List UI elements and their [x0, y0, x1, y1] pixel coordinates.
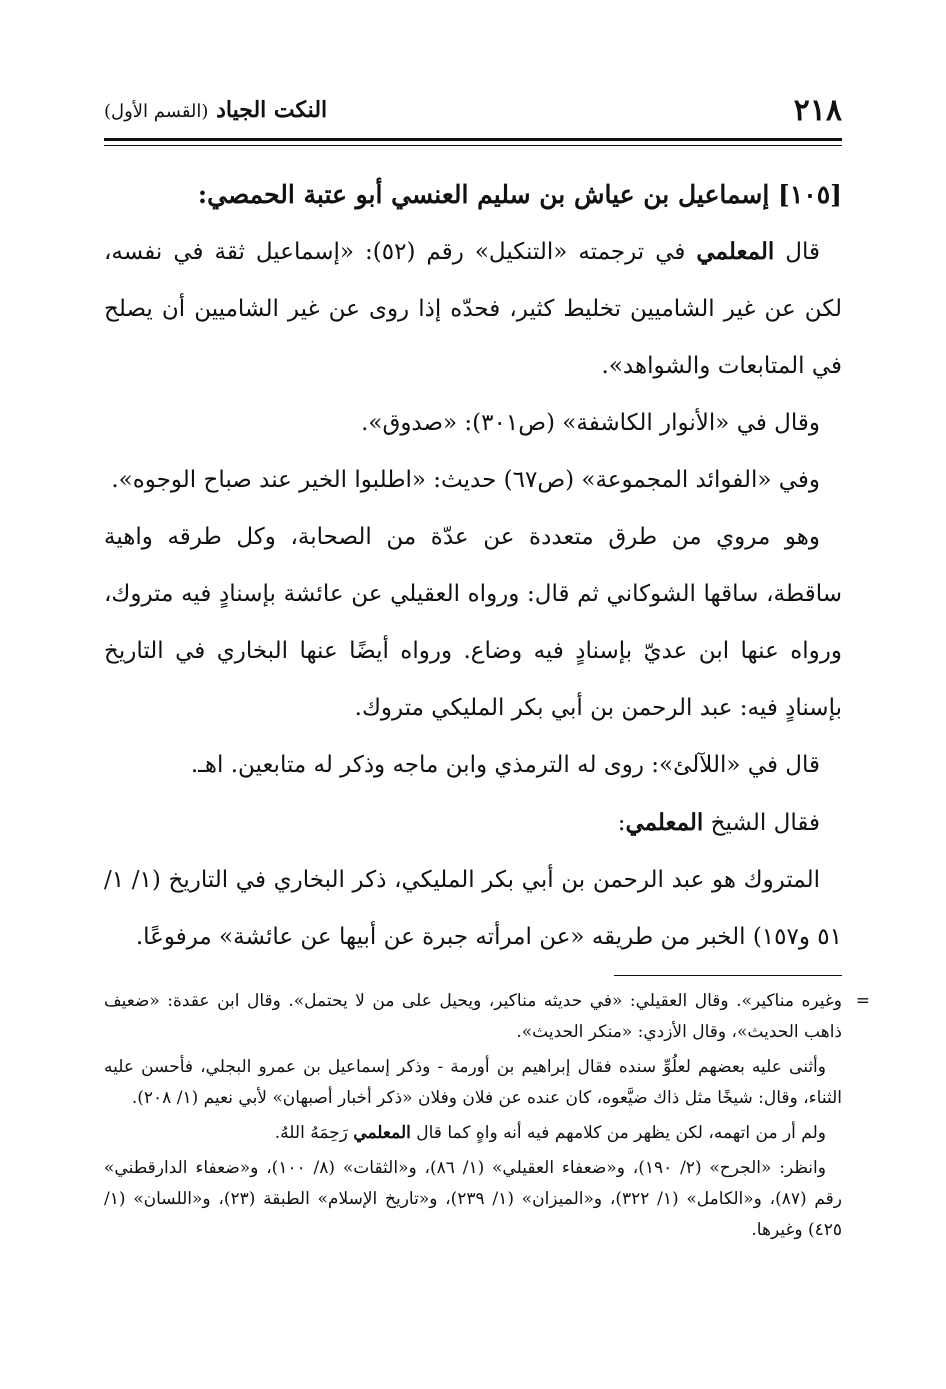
footnote-separator [614, 975, 842, 976]
author-name: المعلمي [696, 238, 775, 265]
continuation-mark: = [855, 991, 870, 1011]
footnote-4: وانظر: «الجرح» (٢/ ١٩٠)، و«ضعفاء العقيلي» (١/ ٨٦)، و«الثقات» (٨/ ١٠٠)، و«ضعفاء الدارقطني» رقم (٨٧)، و«الكامل» (١/ ٣٢٢)، و«الميزان» (١/ ٢٣٩)، و«تاريخ الإسلام» الطبقة (٢٣)، و«اللسان» (١/ ٤٢٥) وغيرها. [104, 1158, 842, 1240]
book-title: النكت الجياد [216, 97, 328, 123]
footnote-2: وأثنى عليه بعضهم لعلُوِّ سنده فقال إبراهيم بن أورمة - وذكر إسماعيل بن عمرو البجلي، فأحسن عليه الثناء، وقال: شيخًا مثل ذاك ضيَّعوه، كان عنده عن فلان وفلان «ذكر أخبار أصبهان» لأبي نعيم (١/ ٢٠٨). [104, 1057, 842, 1108]
page-number: ٢١٨ [793, 92, 842, 128]
footnote-1: = وغيره مناكير». وقال العقيلي: «في حديثه مناكير، ويحيل على من لا يحتمل». وقال ابن عقدة: «ضعيف ذاهب الحديث»، وقال الأزدي: «منكر الحديث». [104, 986, 842, 1048]
footnotes [104, 986, 870, 1250]
paragraph-6: فقال الشيخ المعلمي: [617, 809, 820, 836]
running-header [104, 88, 842, 132]
main-text [104, 162, 842, 966]
paragraph-1: قال المعلمي في ترجمته «التنكيل» رقم (٥٢): «إسماعيل ثقة في نفسه، لكن عن غير الشاميين تخليط كثير، فحدّه إذا روى عن غير الشاميين أن يصلح في المتابعات والشواهد». [104, 238, 842, 379]
header-rule-thick [104, 138, 842, 141]
author-name: المعلمي [353, 1123, 411, 1143]
paragraph-3: وفي «الفوائد المجموعة» (ص٦٧) حديث: «اطلبوا الخير عند صباح الوجوه». [111, 467, 820, 493]
header-rule-thin [104, 145, 842, 146]
paragraph-7: المتروك هو عبد الرحمن بن أبي بكر المليكي، ذكر البخاري في التاريخ (١/ ١/ ٥١ و١٥٧) الخبر من طريقه «عن امرأته جبرة عن أبيها عن عائشة» مرفوعًا. [104, 867, 842, 950]
paragraph-4: وهو مروي من طرق متعددة عن عدّة من الصحابة، وكل طرقه واهية ساقطة، ساقها الشوكاني ثم قال: ورواه العقيلي عن عائشة بإسنادٍ فيه متروك، ورواه عنها ابن عديّ بإسنادٍ فيه وضاع. ورواه أيضًا عنها البخاري في التاريخ بإسنادٍ فيه: عبد الرحمن بن أبي بكر المليكي متروك. [104, 524, 842, 721]
entry-heading: [١٠٥] إسماعيل بن عياش بن سليم العنسي أبو عتبة الحمصي: [197, 180, 842, 209]
book-part: (القسم الأول) [104, 101, 209, 122]
author-name: المعلمي [625, 809, 704, 836]
footnote-3: ولم أر من اتهمه، لكن يظهر من كلامهم فيه أنه واهٍ كما قال المعلمي رَحِمَهُ اللهُ. [274, 1123, 826, 1143]
paragraph-2: وقال في «الأنوار الكاشفة» (ص٣٠١): «صدوق». [361, 410, 820, 436]
paragraph-5: قال في «اللآلئ»: روى له الترمذي وابن ماجه وذكر له متابعين. اهـ. [190, 752, 820, 778]
running-title [104, 97, 327, 123]
